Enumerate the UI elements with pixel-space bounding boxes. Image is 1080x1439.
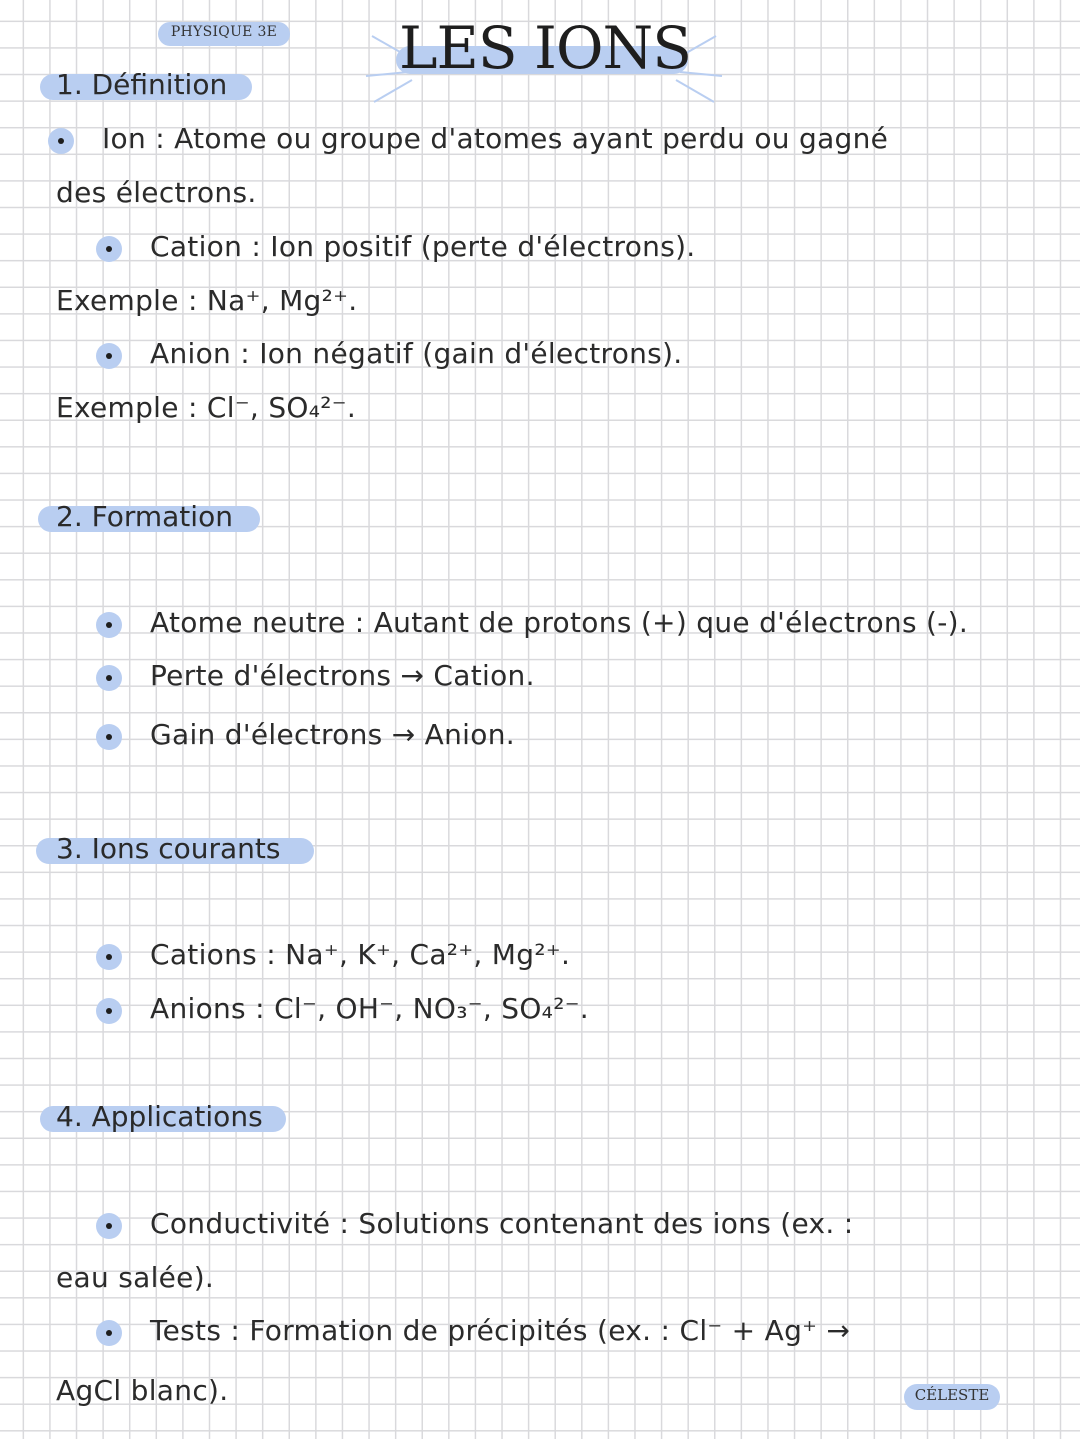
definition-example-anion: Exemple : Cl⁻, SO₄²⁻.	[56, 391, 357, 424]
common-ions-cations: Cations : Na⁺, K⁺, Ca²⁺, Mg²⁺.	[150, 938, 571, 971]
bullet-icon	[96, 236, 122, 262]
subject-label: PHYSIQUE 3E	[170, 24, 278, 40]
definition-line-continuation: des électrons.	[56, 176, 257, 209]
definition-example-cation: Exemple : Na⁺, Mg²⁺.	[56, 284, 358, 317]
section-heading-definition: 1. Définition	[56, 68, 228, 101]
section-heading-common-ions: 3. Ions courants	[56, 832, 281, 865]
definition-line-cation: Cation : Ion positif (perte d'électrons).	[150, 230, 696, 263]
applications-line-tests-cont: AgCl blanc).	[56, 1374, 229, 1407]
formation-line-loss: Perte d'électrons → Cation.	[150, 659, 535, 692]
definition-line-anion: Anion : Ion négatif (gain d'électrons).	[150, 337, 683, 370]
bullet-icon	[96, 1320, 122, 1346]
bullet-icon	[96, 612, 122, 638]
bullet-icon	[96, 1213, 122, 1239]
formation-line-neutral: Atome neutre : Autant de protons (+) que d'électrons (-).	[150, 606, 969, 639]
definition-line-ion: Ion : Atome ou groupe d'atomes ayant perdu ou gagné	[102, 122, 889, 155]
bullet-icon	[96, 944, 122, 970]
common-ions-anions: Anions : Cl⁻, OH⁻, NO₃⁻, SO₄²⁻.	[150, 992, 589, 1025]
bullet-icon	[96, 343, 122, 369]
applications-line-conductivity-cont: eau salée).	[56, 1261, 215, 1294]
bullet-icon	[96, 998, 122, 1024]
applications-line-tests: Tests : Formation de précipités (ex. : Cl⁻ + Ag⁺ →	[150, 1314, 851, 1347]
section-heading-formation: 2. Formation	[56, 500, 233, 533]
section-heading-applications: 4. Applications	[56, 1100, 263, 1133]
signature: CÉLESTE	[914, 1386, 990, 1404]
bullet-icon	[96, 724, 122, 750]
bullet-icon	[96, 665, 122, 691]
page-title: LES IONS	[399, 14, 691, 82]
applications-line-conductivity: Conductivité : Solutions contenant des ions (ex. :	[150, 1207, 854, 1240]
bullet-icon	[48, 128, 74, 154]
formation-line-gain: Gain d'électrons → Anion.	[150, 718, 515, 751]
